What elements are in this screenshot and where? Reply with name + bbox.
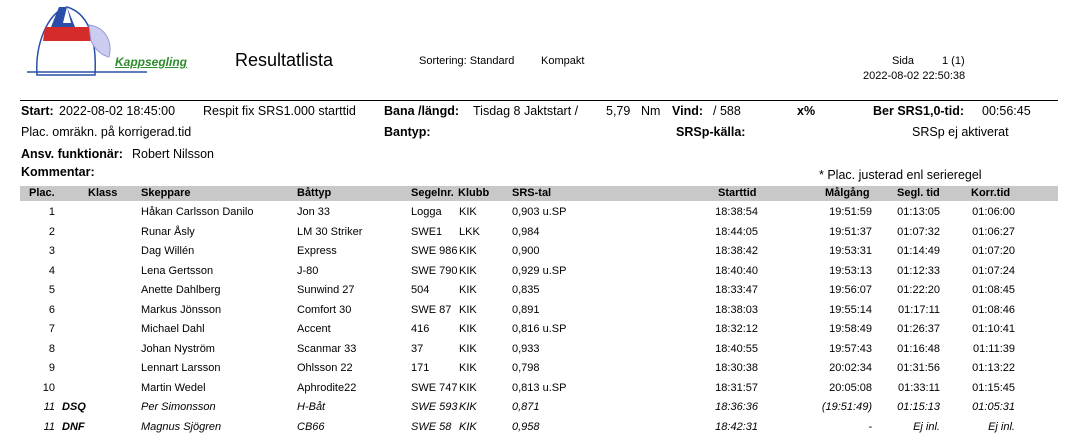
cell-plac: 4 <box>48 264 55 277</box>
cell-plac: 11 <box>43 401 55 413</box>
cell-plac: 10 <box>42 381 55 394</box>
bana-value: Tisdag 8 Jaktstart / <box>473 104 579 118</box>
cell-battyp: LM 30 Striker <box>297 225 363 238</box>
cell-plac: 11 <box>43 420 55 433</box>
cell-klubb: KIK <box>459 245 477 257</box>
col-segltid: Segl. tid <box>897 187 940 199</box>
cell-segltid: 01:22:20 <box>897 284 940 296</box>
col-klubb: Klubb <box>458 187 490 199</box>
cell-malgang: 19:51:59 <box>829 206 872 218</box>
compact-label: Kompakt <box>541 55 585 67</box>
cell-malgang: 19:57:43 <box>829 342 872 355</box>
start-label: Start: <box>21 104 54 118</box>
cell-korrtid: 01:06:00 <box>972 206 1015 218</box>
cell-starttid: 18:32:12 <box>715 323 758 335</box>
srsp-label: SRSp-källa: <box>676 125 746 139</box>
page-number: 1 (1) <box>942 55 965 67</box>
table-row <box>0 245 1065 264</box>
cell-skeppare: Magnus Sjögren <box>141 420 222 433</box>
cell-klubb: KIK <box>459 323 477 335</box>
cell-segltid: 01:15:13 <box>897 401 940 413</box>
ansv-value: Robert Nilsson <box>132 147 214 161</box>
logo-text: Kappsegling <box>115 55 188 69</box>
ber-value: 00:56:45 <box>982 104 1031 118</box>
cell-srs: 0,984 <box>512 225 540 238</box>
cell-korrtid: 01:10:41 <box>972 323 1015 335</box>
percent-label: x% <box>797 104 816 118</box>
table-row <box>0 265 1065 284</box>
vind-label: Vind: <box>672 104 704 118</box>
cell-klubb: KIK <box>459 381 477 394</box>
cell-segelnr: 171 <box>411 362 430 374</box>
cell-battyp: Express <box>297 245 337 257</box>
cell-malgang: 19:53:31 <box>829 245 872 257</box>
cell-malgang: 19:58:49 <box>829 323 872 335</box>
cell-skeppare: Lena Gertsson <box>141 264 214 277</box>
cell-starttid: 18:42:31 <box>715 420 758 433</box>
table-row <box>0 206 1065 225</box>
cell-korrtid: 01:08:46 <box>972 303 1015 316</box>
cell-segelnr: SWE 747 <box>411 381 458 394</box>
cell-srs: 0,900 <box>512 245 540 257</box>
cell-srs: 0,871 <box>512 401 540 413</box>
cell-korrtid: 01:06:27 <box>972 225 1015 238</box>
col-klass: Klass <box>88 187 118 199</box>
cell-klubb: KIK <box>459 401 477 413</box>
vind-value: / 588 <box>713 104 741 118</box>
cell-malgang: 19:51:37 <box>829 225 872 238</box>
table-row <box>0 401 1065 420</box>
cell-srs: 0,813 u.SP <box>512 381 567 394</box>
cell-skeppare: Håkan Carlsson Danilo <box>141 206 254 218</box>
cell-srs: 0,903 u.SP <box>512 206 567 218</box>
cell-malgang: 20:02:34 <box>829 362 872 374</box>
page-label: Sida <box>892 55 915 67</box>
cell-segelnr: SWE 986 <box>411 245 458 257</box>
cell-klubb: KIK <box>459 420 477 433</box>
cell-starttid: 18:40:55 <box>715 342 758 355</box>
col-malgang: Målgång <box>825 187 870 199</box>
cell-battyp: Comfort 30 <box>297 303 352 316</box>
ansv-label: Ansv. funktionär: <box>21 147 123 161</box>
cell-srs: 0,798 <box>512 362 540 374</box>
col-plac: Plac. <box>29 187 55 199</box>
cell-starttid: 18:30:38 <box>715 362 758 374</box>
cell-battyp: Jon 33 <box>297 206 331 218</box>
kommentar-label: Kommentar: <box>21 165 95 179</box>
table-row <box>0 421 1065 440</box>
cell-segelnr: 37 <box>411 342 424 355</box>
cell-srs: 0,835 <box>512 284 540 296</box>
cell-starttid: 18:40:40 <box>715 264 758 277</box>
cell-starttid: 18:36:36 <box>715 401 758 413</box>
cell-plac: 2 <box>48 225 55 238</box>
cell-segelnr: Logga <box>411 206 442 218</box>
bantyp-label: Bantyp: <box>384 125 431 139</box>
cell-skeppare: Markus Jönsson <box>141 303 222 316</box>
cell-plac: 1 <box>48 206 55 218</box>
cell-battyp: Sunwind 27 <box>297 284 355 296</box>
cell-klubb: KIK <box>459 206 477 218</box>
respit-text: Respit fix SRS1.000 starttid <box>203 104 356 118</box>
cell-skeppare: Martin Wedel <box>141 381 206 394</box>
cell-srs: 0,891 <box>512 303 540 316</box>
table-row <box>0 284 1065 303</box>
cell-klubb: KIK <box>459 284 477 296</box>
col-starttid: Starttid <box>718 187 757 199</box>
cell-segltid: 01:14:49 <box>897 245 940 257</box>
cell-segltid: 01:33:11 <box>897 381 940 394</box>
cell-plac: 5 <box>48 284 55 296</box>
cell-segelnr: 416 <box>411 323 430 335</box>
cell-skeppare: Anette Dahlberg <box>141 284 221 296</box>
table-row <box>0 362 1065 381</box>
cell-skeppare: Michael Dahl <box>141 323 205 335</box>
cell-malgang: - <box>868 420 872 433</box>
cell-starttid: 18:31:57 <box>715 381 758 394</box>
cell-klass: DNF <box>62 420 85 433</box>
cell-segltid: 01:13:05 <box>897 206 940 218</box>
cell-segltid: 01:16:48 <box>897 342 940 355</box>
table-row <box>0 226 1065 245</box>
cell-malgang: 19:55:14 <box>829 303 872 316</box>
sort-label: Sortering: Standard <box>419 55 515 67</box>
cell-starttid: 18:38:54 <box>715 206 758 218</box>
cell-srs: 0,933 <box>512 342 540 355</box>
col-korrtid: Korr.tid <box>971 187 1011 199</box>
cell-klubb: LKK <box>459 225 480 238</box>
cell-battyp: H-Båt <box>297 401 326 413</box>
cell-klubb: KIK <box>459 303 477 316</box>
cell-skeppare: Runar Åsly <box>141 225 195 238</box>
header-divider <box>20 100 1058 101</box>
length-unit: Nm <box>641 104 661 118</box>
cell-segltid: 01:31:56 <box>897 362 940 374</box>
cell-korrtid: 01:08:45 <box>972 284 1015 296</box>
cell-segltid: 01:26:37 <box>897 323 940 335</box>
length-value: 5,79 <box>606 104 631 118</box>
plac-note: Plac. omräkn. på korrigerad.tid <box>21 125 192 139</box>
cell-battyp: Scanmar 33 <box>297 342 357 355</box>
cell-battyp: J-80 <box>297 264 319 277</box>
table-row <box>0 323 1065 342</box>
cell-plac: 6 <box>48 303 55 316</box>
cell-starttid: 18:38:03 <box>715 303 758 316</box>
print-datetime: 2022-08-02 22:50:38 <box>863 70 966 82</box>
cell-korrtid: 01:15:45 <box>972 381 1015 394</box>
cell-starttid: 18:44:05 <box>715 225 758 238</box>
col-srs: SRS-tal <box>512 187 552 199</box>
cell-starttid: 18:33:47 <box>715 284 758 296</box>
cell-segelnr: SWE 58 <box>411 420 452 433</box>
table-row <box>0 382 1065 401</box>
cell-malgang: 20:05:08 <box>829 381 872 394</box>
cell-segltid: 01:12:33 <box>897 264 940 277</box>
cell-skeppare: Dag Willén <box>141 245 195 257</box>
bana-label: Bana /längd: <box>384 104 460 118</box>
col-skeppare: Skeppare <box>141 187 191 199</box>
start-value: 2022-08-02 18:45:00 <box>59 104 176 118</box>
cell-segltid: 01:07:32 <box>897 225 940 238</box>
cell-malgang: (19:51:49) <box>821 401 872 413</box>
cell-klubb: KIK <box>459 342 477 355</box>
cell-korrtid: 01:13:22 <box>972 362 1015 374</box>
srsp-value: SRSp ej aktiverat <box>912 125 1009 139</box>
cell-segelnr: SWE 593 <box>411 401 458 413</box>
cell-malgang: 19:56:07 <box>829 284 872 296</box>
cell-korrtid: 01:11:39 <box>972 342 1015 355</box>
cell-korrtid: Ej inl. <box>988 420 1015 433</box>
cell-battyp: Aphrodite22 <box>297 381 357 394</box>
page-title: Resultatlista <box>235 50 334 70</box>
cell-srs: 0,929 u.SP <box>512 264 567 277</box>
cell-segelnr: SWE1 <box>411 225 443 238</box>
cell-klubb: KIK <box>459 362 477 374</box>
cell-battyp: Accent <box>297 323 331 335</box>
cell-segelnr: 504 <box>411 284 430 296</box>
cell-segltid: 01:17:11 <box>897 303 940 316</box>
col-segelnr: Segelnr. <box>411 187 454 199</box>
cell-segltid: Ej inl. <box>913 420 940 433</box>
cell-korrtid: 01:07:20 <box>972 245 1015 257</box>
col-battyp: Båttyp <box>297 187 332 199</box>
cell-korrtid: 01:05:31 <box>972 401 1015 413</box>
cell-segelnr: SWE 87 <box>411 303 452 316</box>
ber-label: Ber SRS1,0-tid: <box>873 104 964 118</box>
cell-plac: 3 <box>48 245 55 257</box>
cell-klubb: KIK <box>459 264 477 277</box>
table-row <box>0 304 1065 323</box>
cell-battyp: Ohlsson 22 <box>297 362 353 374</box>
cell-segelnr: SWE 790 <box>411 264 458 277</box>
cell-plac: 7 <box>48 323 55 335</box>
cell-skeppare: Lennart Larsson <box>141 362 221 374</box>
cell-plac: 9 <box>48 362 55 374</box>
cell-srs: 0,958 <box>512 420 540 433</box>
cell-battyp: CB66 <box>297 420 325 433</box>
cell-korrtid: 01:07:24 <box>972 264 1015 277</box>
cell-plac: 8 <box>48 342 55 355</box>
cell-skeppare: Per Simonsson <box>141 401 216 413</box>
table-row <box>0 343 1065 362</box>
cell-srs: 0,816 u.SP <box>512 323 567 335</box>
cell-skeppare: Johan Nyström <box>141 342 215 355</box>
cell-klass: DSQ <box>62 401 86 413</box>
cell-starttid: 18:38:42 <box>715 245 758 257</box>
serie-note: * Plac. justerad enl serieregel <box>819 168 982 182</box>
cell-malgang: 19:53:13 <box>829 264 872 277</box>
